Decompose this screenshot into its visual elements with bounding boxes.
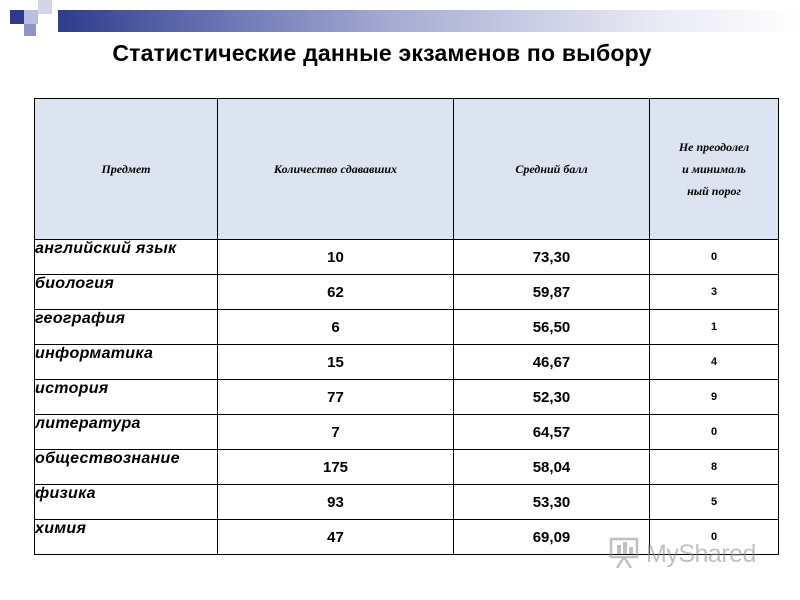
- cell-average: 64,57: [454, 415, 650, 450]
- table-row: [35, 415, 779, 450]
- header-threshold: [650, 99, 779, 240]
- table-row: [35, 310, 779, 345]
- decor-square: [10, 10, 24, 24]
- header-count: Количество сдававших: [218, 99, 454, 240]
- cell-average: 69,09: [454, 520, 650, 555]
- cell-count: 62: [218, 275, 454, 310]
- cell-average: 58,04: [454, 450, 650, 485]
- cell-failed: 3: [650, 275, 779, 310]
- cell-failed: 9: [650, 380, 779, 415]
- cell-average: 59,87: [454, 275, 650, 310]
- decor-square: [38, 0, 52, 14]
- cell-failed: 0: [650, 240, 779, 275]
- exam-stats-table: [34, 98, 779, 555]
- table-row: [35, 240, 779, 275]
- watermark: [608, 536, 768, 572]
- cell-subject: география: [35, 310, 218, 345]
- cell-failed: 4: [650, 345, 779, 380]
- cell-average: 46,67: [454, 345, 650, 380]
- table-row: [35, 275, 779, 310]
- cell-count: 77: [218, 380, 454, 415]
- cell-failed: 0: [650, 415, 779, 450]
- table-row: [35, 485, 779, 520]
- cell-count: 93: [218, 485, 454, 520]
- watermark-text: MyShared: [646, 540, 756, 568]
- table-row: [35, 380, 779, 415]
- cell-average: 52,30: [454, 380, 650, 415]
- cell-count: 15: [218, 345, 454, 380]
- decor-square: [24, 10, 38, 24]
- cell-average: 73,30: [454, 240, 650, 275]
- cell-failed: 8: [650, 450, 779, 485]
- cell-failed: 0: [650, 520, 779, 555]
- table-row: [35, 450, 779, 485]
- decor-square: [24, 24, 36, 36]
- cell-count: 7: [218, 415, 454, 450]
- cell-count: 175: [218, 450, 454, 485]
- decor-gradient-bar: [58, 10, 800, 32]
- cell-count: 47: [218, 520, 454, 555]
- cell-failed: 5: [650, 485, 779, 520]
- cell-count: 6: [218, 310, 454, 345]
- cell-subject: физика: [35, 485, 218, 520]
- header-subject: Предмет: [35, 99, 218, 240]
- cell-average: 53,30: [454, 485, 650, 520]
- slide-decoration: [0, 0, 800, 36]
- header-average: Средний балл: [454, 99, 650, 240]
- cell-average: 56,50: [454, 310, 650, 345]
- presentation-board-icon: [608, 536, 642, 570]
- cell-count: 10: [218, 240, 454, 275]
- slide-title: Статистические данные экзаменов по выбору: [112, 40, 652, 66]
- table-row: [35, 345, 779, 380]
- cell-subject: химия: [35, 520, 218, 555]
- cell-subject: биология: [35, 275, 218, 310]
- header-threshold-text: Не преодолел и минималь ный порог: [678, 140, 750, 198]
- cell-subject: литература: [35, 415, 218, 450]
- table-header-row: [35, 99, 779, 240]
- cell-failed: 1: [650, 310, 779, 345]
- cell-subject: история: [35, 380, 218, 415]
- cell-subject: информатика: [35, 345, 218, 380]
- cell-subject: обществознание: [35, 450, 218, 485]
- cell-subject: английский язык: [35, 240, 218, 275]
